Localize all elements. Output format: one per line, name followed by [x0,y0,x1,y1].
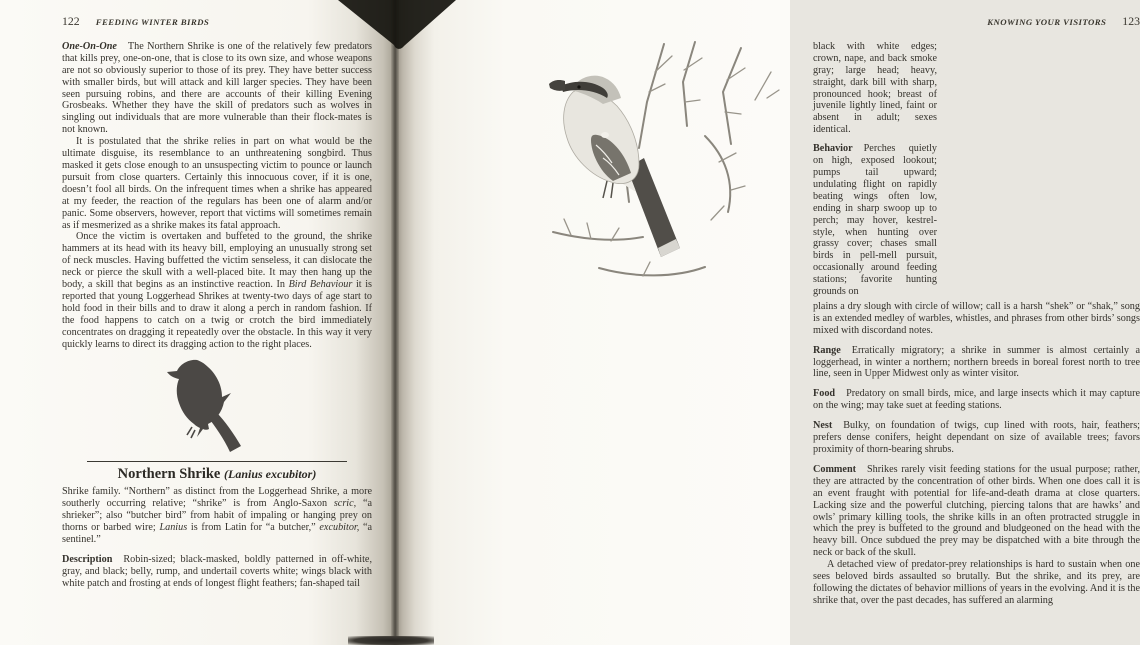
etymology-a: Shrike family. “Northern” as distinct from the Loggerhead Shrike, a more southerly occurring relative; “shrike” is from Anglo-Saxon [62,486,372,510]
description-continued-paragraph: black with white edges; crown, nape, and back smoke gray; large head; heavy, straight, dark bill with sharp, pronounced hook; breast of juvenile lightly lined, faint or absent in adult; sexes identical. [813,40,937,136]
etymology-excubitor-italic: excubitor, [319,522,360,534]
description-text: Robin-sized; black-masked, boldly patterned in off-white, gray, and black; belly, rump, and undertail coverts white; wings black with white patch and frosting at ends of longest flight feathers; fan-shaped tail [62,553,372,589]
range-lead: Range [813,344,841,356]
food-section [813,388,1140,412]
attack-paragraph-c: it is reported that young Loggerhead Shrikes at twenty-two days of age start to hold food in their bills and to draw it along a perch in random fashion. If the food happens to catch on a twig or crotch the bird immediately concentrates on dragging it repeatedly over the obstacle. In this way it very quickly learns to direct its dragging action to the right places. [62,279,373,350]
range-section [813,345,1140,381]
left-page-content [62,16,372,590]
left-page [0,0,395,645]
range-text: Erratically migratory; a shrike in summer is almost certainly a loggerhead, in winter a northern; northern breeds in boreal forest north to tree line, seen in Upper Midwest only as winter visitor. [813,344,1140,380]
behavior-paragraph [813,143,937,298]
attack-paragraph [62,231,372,350]
right-page [395,0,1140,645]
right-page-content [813,16,1140,607]
behavior-narrow-text: Perches quietly on high, exposed lookout; pumps tail upward; undulating flight on rapidly beating wings often low, ending in sharp swoop up to perch; may hover, kestrel-style, when hunting over grassy cover; chases small birds in pell-mell pursuit, occasionally around feeding stations; favorite hunting grounds on [813,143,937,298]
etymology-paragraph [62,486,372,546]
left-running-head [62,16,372,29]
etymology-scric-italic: scric, [333,498,357,510]
nest-section [813,420,1140,456]
species-heading [62,466,372,483]
description-lead: Description [62,553,113,565]
species-latin-name: (Lanius excubitor) [224,467,317,482]
nest-text: Bulky, on foundation of twigs, cup lined with roots, hair, feathers; prefers dense conifers, height dependant on size of available trees; favors proximity of thorn-bearing shrubs. [813,420,1140,455]
one-on-one-lead: One-On-One [62,40,117,52]
food-lead: Food [813,388,836,400]
species-common-name: Northern Shrike [117,466,221,483]
one-on-one-paragraph [62,41,372,136]
comment-text: Shrikes rarely visit feeding stations for the usual purpose; rather, they are attracted by the concentration of other birds. When one does call it is an event fraught with potential for life-and-death drama at close quarters. Lacking size and the powerful clutching, piercing talons that are hawks’ and owls’ primary killing tools, the shrike kills in an often protracted struggle in which the prey is buffeted to the ground and bludgeoned on the head with the heavy bill. Once subdued the prey may be dispatched with a bite through the neck or back of the skull. [813,463,1140,559]
northern-shrike-drawing [543,40,785,292]
comment-section [813,464,1140,559]
book-title-italic: Bird Behaviour [288,279,353,291]
nest-lead: Nest [813,420,833,432]
etymology-e: is from Latin for “a butcher,” [190,522,316,534]
food-text: Predatory on small birds, mice, and large insects which it may capture on the wing; may take suet at feeding stations. [813,388,1140,412]
etymology-lanius-italic: Lanius [159,522,188,534]
right-page-number: 123 [1122,14,1140,28]
shrike-silhouette-figure [164,356,256,456]
attack-paragraph-a: Once the victim is overtaken and buffeted to the ground, the shrike hammers at its head with its heavy bill, employing an unusually strong set of neck muscles. Having buffetted the victim senseless, it can dislocate the neck or pierce the skull with a well-placed bite. It may then hang up the body, a skill that begins as an instinctive reaction. In [62,231,372,291]
description-paragraph [62,554,372,590]
behavior-continued-wide: plains a dry slough with circle of willow; call is a harsh “shek” or “shak,” song is an extended medley of warbles, whistles, and phrases from other birds’ songs mixed with discordand notes. [813,300,1140,336]
left-running-head-title: FEEDING WINTER BIRDS [95,17,210,27]
right-running-head [813,16,1140,29]
etymology-c: “a shrieker”; also “butcher bird” from habit of impaling or hanging prey on thorns or barbed wire; [62,498,372,534]
spine-top-shadow-wedge [338,0,456,52]
spine-bottom-shadow [348,636,434,645]
left-page-number: 122 [62,14,80,28]
disguise-paragraph: It is postulated that the shrike relies in part on what would be the ultimate disguise, its resemblance to an unthreatening songbird. Thus masked it gets close enough to an unsuspecting victim to pounce or launch pursuit from close quarters. Certainly this innocuous cover, if it is one, doesn’t fool all birds. On the infrequent times when a shrike has appeared at my feeder, the reaction of the regulars has been one of alarm and/or panic. Some observers, however, report that victims will sometimes remain as if mesmerized as a shrike makes its fatal approach. [62,136,372,231]
species-divider-rule [87,461,347,462]
narrow-text-column [813,41,937,298]
etymology-g: “a sentinel.” [62,522,373,545]
behavior-lead: Behavior [813,143,853,155]
one-on-one-text: The Northern Shrike is one of the relatively few predators that kills prey, one-on-one, that is close to its own size, and whose weapons are not so obviously superior to those of its prey. They have better success with smaller birds, but will attack and kill larger species. They have been seen pursuing robins, and there are accounts of their killing Evening Grosbeaks. Whether they have the skill of predators such as wolves in singling out individuals that are more vulnerable than their flock-mates is not known. [62,40,372,136]
right-running-head-title: KNOWING YOUR VISITORS [987,17,1107,27]
closing-paragraph: A detached view of predator-prey relationships is hard to sustain when one sees beloved birds assaulted so brutally. But the shrike, and its prey, are following the dictates of behavior millions of years in the evolving. And it is the shrike that, over the past decades, has suffered an alarming [813,559,1140,606]
comment-lead: Comment [813,463,857,475]
book-spine-gutter [391,0,399,645]
